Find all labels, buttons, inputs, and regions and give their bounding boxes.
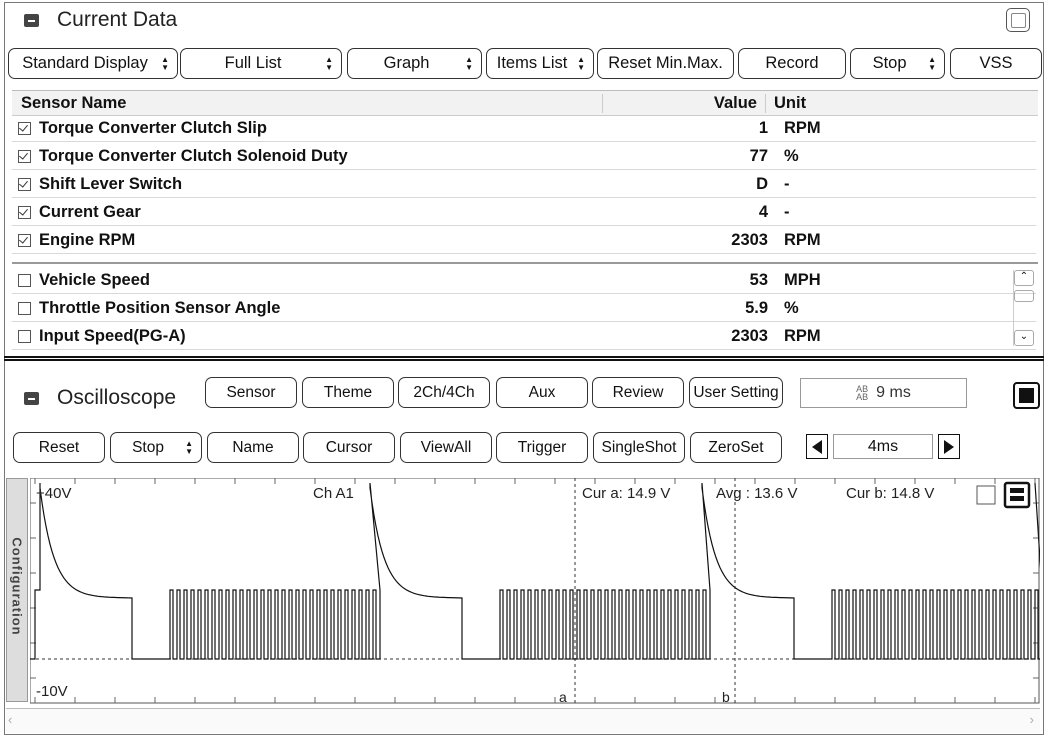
oscilloscope-header — [24, 381, 176, 415]
cursor-b-readout: Cur b: 14.8 V — [846, 485, 935, 502]
timebase-prev-icon[interactable] — [806, 434, 828, 459]
updown-icon: ▲ ▼ — [161, 54, 169, 72]
updown-icon: ▲ ▼ — [325, 54, 333, 72]
updown-icon: ▲ ▼ — [465, 54, 473, 72]
toolbar-record-button[interactable]: Record — [738, 48, 846, 79]
collapse-icon[interactable] — [24, 14, 39, 27]
table-scrollbar[interactable] — [1013, 270, 1034, 346]
osc-zeroset-button[interactable]: ZeroSet — [690, 432, 782, 463]
toolbar-standard-display-button[interactable]: Standard Display ▲ ▼ — [8, 48, 178, 79]
bottom-scale-label: -10V — [36, 683, 68, 700]
sensor-row[interactable] — [12, 267, 1036, 294]
sensor-row[interactable] — [12, 199, 1036, 226]
osc-stop-button[interactable]: Stop ▲ ▼ — [110, 432, 202, 463]
toolbar-vss-button[interactable]: VSS — [950, 48, 1042, 79]
sensor-name: Shift Lever Switch — [39, 174, 183, 193]
oscilloscope-plot[interactable] — [30, 478, 1040, 704]
sensor-row[interactable] — [12, 171, 1036, 198]
osc-cursor-button[interactable]: Cursor — [303, 432, 395, 463]
sensor-row[interactable] — [12, 115, 1036, 142]
osc-reset-button[interactable]: Reset — [13, 432, 105, 463]
sensor-checkbox[interactable] — [18, 122, 31, 135]
sensor-value: 4 — [758, 202, 768, 221]
sensor-table-header — [12, 91, 1038, 116]
cursor-a-readout: Cur a: 14.9 V — [582, 485, 671, 502]
sensor-row[interactable] — [12, 143, 1036, 170]
sensor-checkbox[interactable] — [18, 274, 31, 287]
section-divider — [4, 356, 1044, 361]
sensor-checkbox[interactable] — [18, 234, 31, 247]
sensor-name: Torque Converter Clutch Solenoid Duty — [39, 146, 348, 165]
timer-value: 9 ms — [876, 384, 911, 401]
toolbar-reset-min-max-button[interactable]: Reset Min.Max. — [597, 48, 734, 79]
sensor-unit: RPM — [784, 230, 821, 249]
updown-icon: ▲ ▼ — [185, 438, 193, 456]
scroll-right-icon[interactable]: › — [1029, 712, 1034, 727]
sensor-row[interactable] — [12, 323, 1036, 350]
sensor-unit: - — [784, 202, 790, 221]
sensor-unit: % — [784, 298, 799, 317]
toolbar-items-list-button[interactable]: Items List ▲ ▼ — [486, 48, 594, 79]
sensor-name: Input Speed(PG-A) — [39, 326, 186, 345]
sensor-value: D — [756, 174, 768, 193]
osc-user-setting-button[interactable]: User Setting — [689, 377, 783, 408]
sensor-name: Vehicle Speed — [39, 270, 150, 289]
osc-trigger-button[interactable]: Trigger — [496, 432, 588, 463]
scroll-left-icon[interactable]: ‹ — [8, 712, 13, 727]
sensor-unit: % — [784, 146, 799, 165]
scroll-up-icon[interactable]: ⌃ — [1014, 270, 1034, 286]
sensor-name: Throttle Position Sensor Angle — [39, 298, 281, 317]
osc-sensor-button[interactable]: Sensor — [205, 377, 297, 408]
sensor-unit: MPH — [784, 270, 821, 289]
average-readout: Avg : 13.6 V — [716, 485, 798, 502]
sensor-checkbox[interactable] — [18, 150, 31, 163]
toolbar-graph-button[interactable]: Graph ▲ ▼ — [347, 48, 482, 79]
osc-theme-button[interactable]: Theme — [302, 377, 394, 408]
updown-icon: ▲ ▼ — [577, 54, 585, 72]
timebase-next-icon[interactable] — [938, 434, 960, 459]
sensor-value: 2303 — [731, 326, 768, 345]
restore-icon[interactable] — [1006, 8, 1030, 32]
configuration-tab[interactable] — [6, 478, 28, 702]
sensor-checkbox[interactable] — [18, 330, 31, 343]
toolbar-full-list-button[interactable]: Full List ▲ ▼ — [180, 48, 342, 79]
collapse-icon[interactable] — [24, 392, 39, 405]
osc-viewall-button[interactable]: ViewAll — [400, 432, 492, 463]
sensor-name: Engine RPM — [39, 230, 136, 249]
horizontal-scrollbar[interactable] — [6, 708, 1040, 733]
toolbar-stop-button[interactable]: Stop ▲ ▼ — [850, 48, 945, 79]
top-scale-label: +40V — [36, 485, 72, 502]
sensor-name: Torque Converter Clutch Slip — [39, 118, 267, 137]
stop-square-icon[interactable] — [1013, 382, 1040, 409]
scroll-down-icon[interactable]: ⌄ — [1014, 330, 1034, 346]
sensor-value: 53 — [749, 270, 768, 289]
sensor-name: Current Gear — [39, 202, 141, 221]
col-sensor-name[interactable]: Sensor Name — [21, 93, 127, 112]
osc-2ch-4ch-button[interactable]: 2Ch/4Ch — [398, 377, 490, 408]
osc-aux-button[interactable]: Aux — [496, 377, 588, 408]
sensor-checkbox[interactable] — [18, 302, 31, 315]
plot-checkbox[interactable] — [977, 486, 995, 504]
sensor-unit: RPM — [784, 326, 821, 345]
sensor-value: 1 — [758, 118, 768, 137]
timebase-value[interactable]: 4ms — [833, 434, 933, 459]
sensor-row[interactable] — [12, 295, 1036, 322]
sensor-checkbox[interactable] — [18, 178, 31, 191]
osc-review-button[interactable]: Review — [592, 377, 684, 408]
osc-name-button[interactable]: Name — [207, 432, 299, 463]
cursor-a-marker: a — [559, 689, 567, 704]
sensor-value: 2303 — [731, 230, 768, 249]
osc-singleshot-button[interactable]: SingleShot — [593, 432, 685, 463]
current-data-header — [24, 3, 177, 37]
updown-icon: ▲ ▼ — [928, 54, 936, 72]
sensor-checkbox[interactable] — [18, 206, 31, 219]
sensor-value: 5.9 — [745, 298, 768, 317]
oscilloscope-title: Oscilloscope — [57, 386, 177, 409]
timer-display — [800, 378, 967, 408]
col-value[interactable]: Value — [602, 94, 765, 113]
timer-icon: AB AB — [856, 384, 869, 402]
plot-layout-icon[interactable] — [1005, 483, 1029, 507]
channel-label: Ch A1 — [313, 485, 354, 502]
current-data-title: Current Data — [57, 8, 178, 31]
configuration-label: Configuration — [9, 537, 25, 636]
sensor-value: 77 — [749, 146, 768, 165]
scroll-thumb[interactable] — [1014, 290, 1034, 302]
sensor-unit: RPM — [784, 118, 821, 137]
col-unit[interactable]: Unit — [765, 94, 1012, 113]
cursor-b-marker: b — [722, 689, 730, 704]
sensor-row[interactable] — [12, 227, 1036, 254]
sensor-unit: - — [784, 174, 790, 193]
